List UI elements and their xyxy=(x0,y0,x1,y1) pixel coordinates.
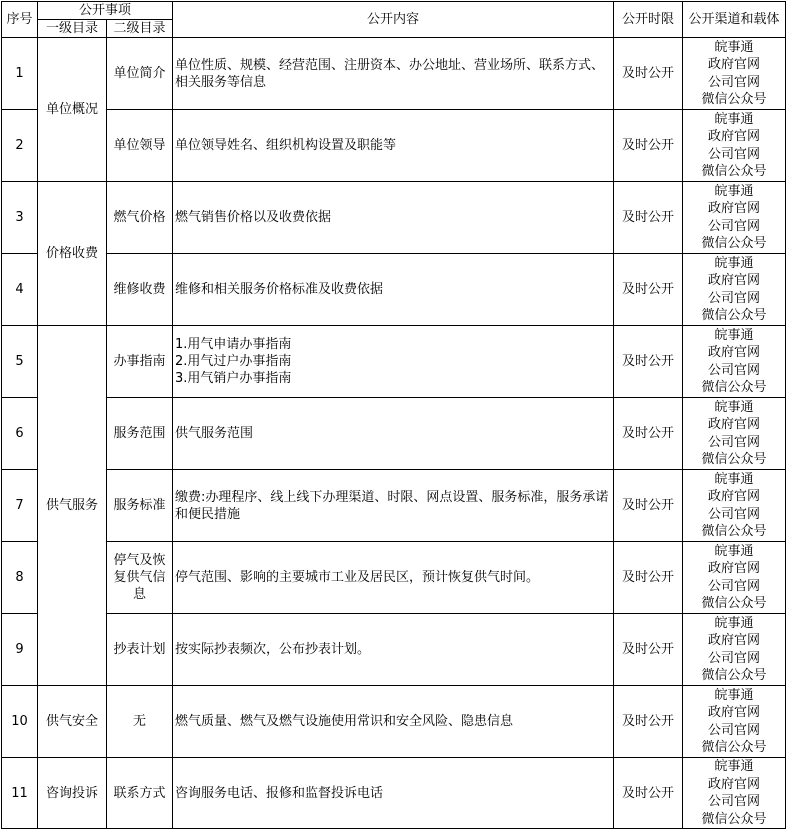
channel-item: 政府官网 xyxy=(708,417,761,432)
channel-item: 公司官网 xyxy=(708,218,761,234)
channel-item: 公司官网 xyxy=(708,362,761,378)
channel-item: 公司官网 xyxy=(708,506,761,522)
row-number: 10 xyxy=(2,686,38,758)
channel-item: 政府官网 xyxy=(708,561,761,576)
channels-cell xyxy=(683,182,786,254)
channel-item: 政府官网 xyxy=(708,273,761,288)
header-content: 公开内容 xyxy=(173,2,614,38)
content-cell: 燃气销售价格以及收费依据 xyxy=(173,182,614,254)
channel-item: 微信公众号 xyxy=(701,380,767,395)
table-row xyxy=(2,398,786,470)
content-cell: 停气范围、影响的主要城市工业及居民区，预计恢复供气时间。 xyxy=(173,542,614,614)
time-limit: 及时公开 xyxy=(614,686,683,758)
channel-item: 皖事通 xyxy=(714,39,754,55)
channel-item: 公司官网 xyxy=(708,146,761,162)
row-number: 6 xyxy=(2,398,38,470)
channel-item: 皖事通 xyxy=(714,255,754,271)
channel-item: 公司官网 xyxy=(708,74,761,90)
content-line: 3.用气销户办事指南 xyxy=(175,371,292,386)
channels-cell xyxy=(683,110,786,182)
channel-item: 微信公众号 xyxy=(701,164,767,179)
time-limit: 及时公开 xyxy=(614,254,683,326)
channels-cell xyxy=(683,686,786,758)
header-channels: 公开渠道和载体 xyxy=(683,2,786,38)
channel-item: 政府官网 xyxy=(708,705,761,720)
channel-item: 微信公众号 xyxy=(701,524,767,539)
content-cell: 咨询服务电话、报修和监督投诉电话 xyxy=(173,758,614,829)
row-number: 2 xyxy=(2,110,38,182)
time-limit: 及时公开 xyxy=(614,326,683,398)
channel-item: 公司官网 xyxy=(708,794,761,809)
channel-item: 皖事通 xyxy=(714,687,754,703)
content-line: 1.用气申请办事指南 xyxy=(175,337,292,352)
header-level1: 一级目录 xyxy=(38,20,107,38)
row-number: 1 xyxy=(2,38,38,110)
time-limit: 及时公开 xyxy=(614,470,683,542)
table-row xyxy=(2,326,786,398)
channels-cell xyxy=(683,614,786,686)
table-row xyxy=(2,614,786,686)
channel-item: 微信公众号 xyxy=(701,668,767,683)
content-line: 2.用气过户办事指南 xyxy=(175,354,292,369)
sub-category: 联系方式 xyxy=(107,758,173,829)
content-cell: 单位领导姓名、组织机构设置及职能等 xyxy=(173,110,614,182)
group-label: 咨询投诉 xyxy=(38,758,107,829)
channels-cell xyxy=(683,398,786,470)
channel-item: 皖事通 xyxy=(714,543,754,559)
channel-item: 公司官网 xyxy=(708,578,761,594)
channels-cell xyxy=(683,254,786,326)
row-number: 5 xyxy=(2,326,38,398)
channels-cell xyxy=(683,326,786,398)
header-timelimit: 公开时限 xyxy=(614,2,683,38)
group-label: 单位概况 xyxy=(38,38,107,182)
time-limit: 及时公开 xyxy=(614,398,683,470)
row-number: 7 xyxy=(2,470,38,542)
row-number: 8 xyxy=(2,542,38,614)
channel-item: 公司官网 xyxy=(708,722,761,738)
content-cell xyxy=(173,326,614,398)
table-row xyxy=(2,182,786,254)
channel-item: 政府官网 xyxy=(708,633,761,648)
time-limit: 及时公开 xyxy=(614,110,683,182)
channels-cell xyxy=(683,758,786,829)
disclosure-table xyxy=(1,1,786,829)
sub-category: 无 xyxy=(107,686,173,758)
time-limit: 及时公开 xyxy=(614,542,683,614)
channels-cell xyxy=(683,542,786,614)
sub-category: 服务范围 xyxy=(107,398,173,470)
time-limit: 及时公开 xyxy=(614,758,683,829)
channel-item: 公司官网 xyxy=(708,434,761,450)
channel-item: 政府官网 xyxy=(708,489,761,504)
table-row xyxy=(2,110,786,182)
header-level2: 二级目录 xyxy=(107,20,173,38)
channel-item: 皖事通 xyxy=(714,759,754,774)
channels-cell xyxy=(683,38,786,110)
table-row xyxy=(2,254,786,326)
sub-category: 停气及恢复供气信息 xyxy=(107,542,173,614)
content-cell: 供气服务范围 xyxy=(173,398,614,470)
sub-category: 单位领导 xyxy=(107,110,173,182)
content-cell: 按实际抄表频次，公布抄表计划。 xyxy=(173,614,614,686)
channel-item: 皖事通 xyxy=(714,183,754,199)
sub-category: 燃气价格 xyxy=(107,182,173,254)
channel-item: 政府官网 xyxy=(708,129,761,144)
group-label: 价格收费 xyxy=(38,182,107,326)
time-limit: 及时公开 xyxy=(614,38,683,110)
row-number: 11 xyxy=(2,758,38,829)
channel-item: 微信公众号 xyxy=(701,308,767,323)
group-label: 供气安全 xyxy=(38,686,107,758)
channel-item: 微信公众号 xyxy=(701,92,767,107)
channel-item: 皖事通 xyxy=(714,327,754,343)
channel-item: 政府官网 xyxy=(708,201,761,216)
header-seq: 序号 xyxy=(2,2,38,38)
channel-item: 微信公众号 xyxy=(701,452,767,467)
channel-item: 微信公众号 xyxy=(701,236,767,251)
sub-category: 维修收费 xyxy=(107,254,173,326)
time-limit: 及时公开 xyxy=(614,182,683,254)
channel-item: 政府官网 xyxy=(708,345,761,360)
table-row xyxy=(2,686,786,758)
sub-category: 抄表计划 xyxy=(107,614,173,686)
header-items: 公开事项 xyxy=(38,2,173,20)
channel-item: 皖事通 xyxy=(714,399,754,415)
row-number: 3 xyxy=(2,182,38,254)
sub-category: 单位简介 xyxy=(107,38,173,110)
table-row xyxy=(2,758,786,829)
channel-item: 皖事通 xyxy=(714,111,754,127)
table-row xyxy=(2,470,786,542)
channel-item: 政府官网 xyxy=(708,776,761,792)
sub-category: 服务标准 xyxy=(107,470,173,542)
row-number: 4 xyxy=(2,254,38,326)
channel-item: 皖事通 xyxy=(714,615,754,631)
channel-item: 皖事通 xyxy=(714,471,754,487)
content-cell: 维修和相关服务价格标准及收费依据 xyxy=(173,254,614,326)
channel-item: 政府官网 xyxy=(708,57,761,72)
content-cell: 缴费:办理程序、线上线下办理渠道、时限、网点设置、服务标准，服务承诺和便民措施 xyxy=(173,470,614,542)
content-cell: 燃气质量、燃气及燃气设施使用常识和安全风险、隐患信息 xyxy=(173,686,614,758)
group-label: 供气服务 xyxy=(38,326,107,686)
channel-item: 微信公众号 xyxy=(701,740,767,755)
table-row xyxy=(2,38,786,110)
channel-item: 微信公众号 xyxy=(701,596,767,611)
channel-item: 公司官网 xyxy=(708,650,761,666)
time-limit: 及时公开 xyxy=(614,614,683,686)
channel-item: 公司官网 xyxy=(708,290,761,306)
header-row xyxy=(2,2,786,20)
content-cell: 单位性质、规模、经营范围、注册资本、办公地址、营业场所、联系方式、相关服务等信息 xyxy=(173,38,614,110)
channels-cell xyxy=(683,470,786,542)
row-number: 9 xyxy=(2,614,38,686)
table-row xyxy=(2,542,786,614)
channel-item: 微信公众号 xyxy=(701,811,767,827)
sub-category: 办事指南 xyxy=(107,326,173,398)
